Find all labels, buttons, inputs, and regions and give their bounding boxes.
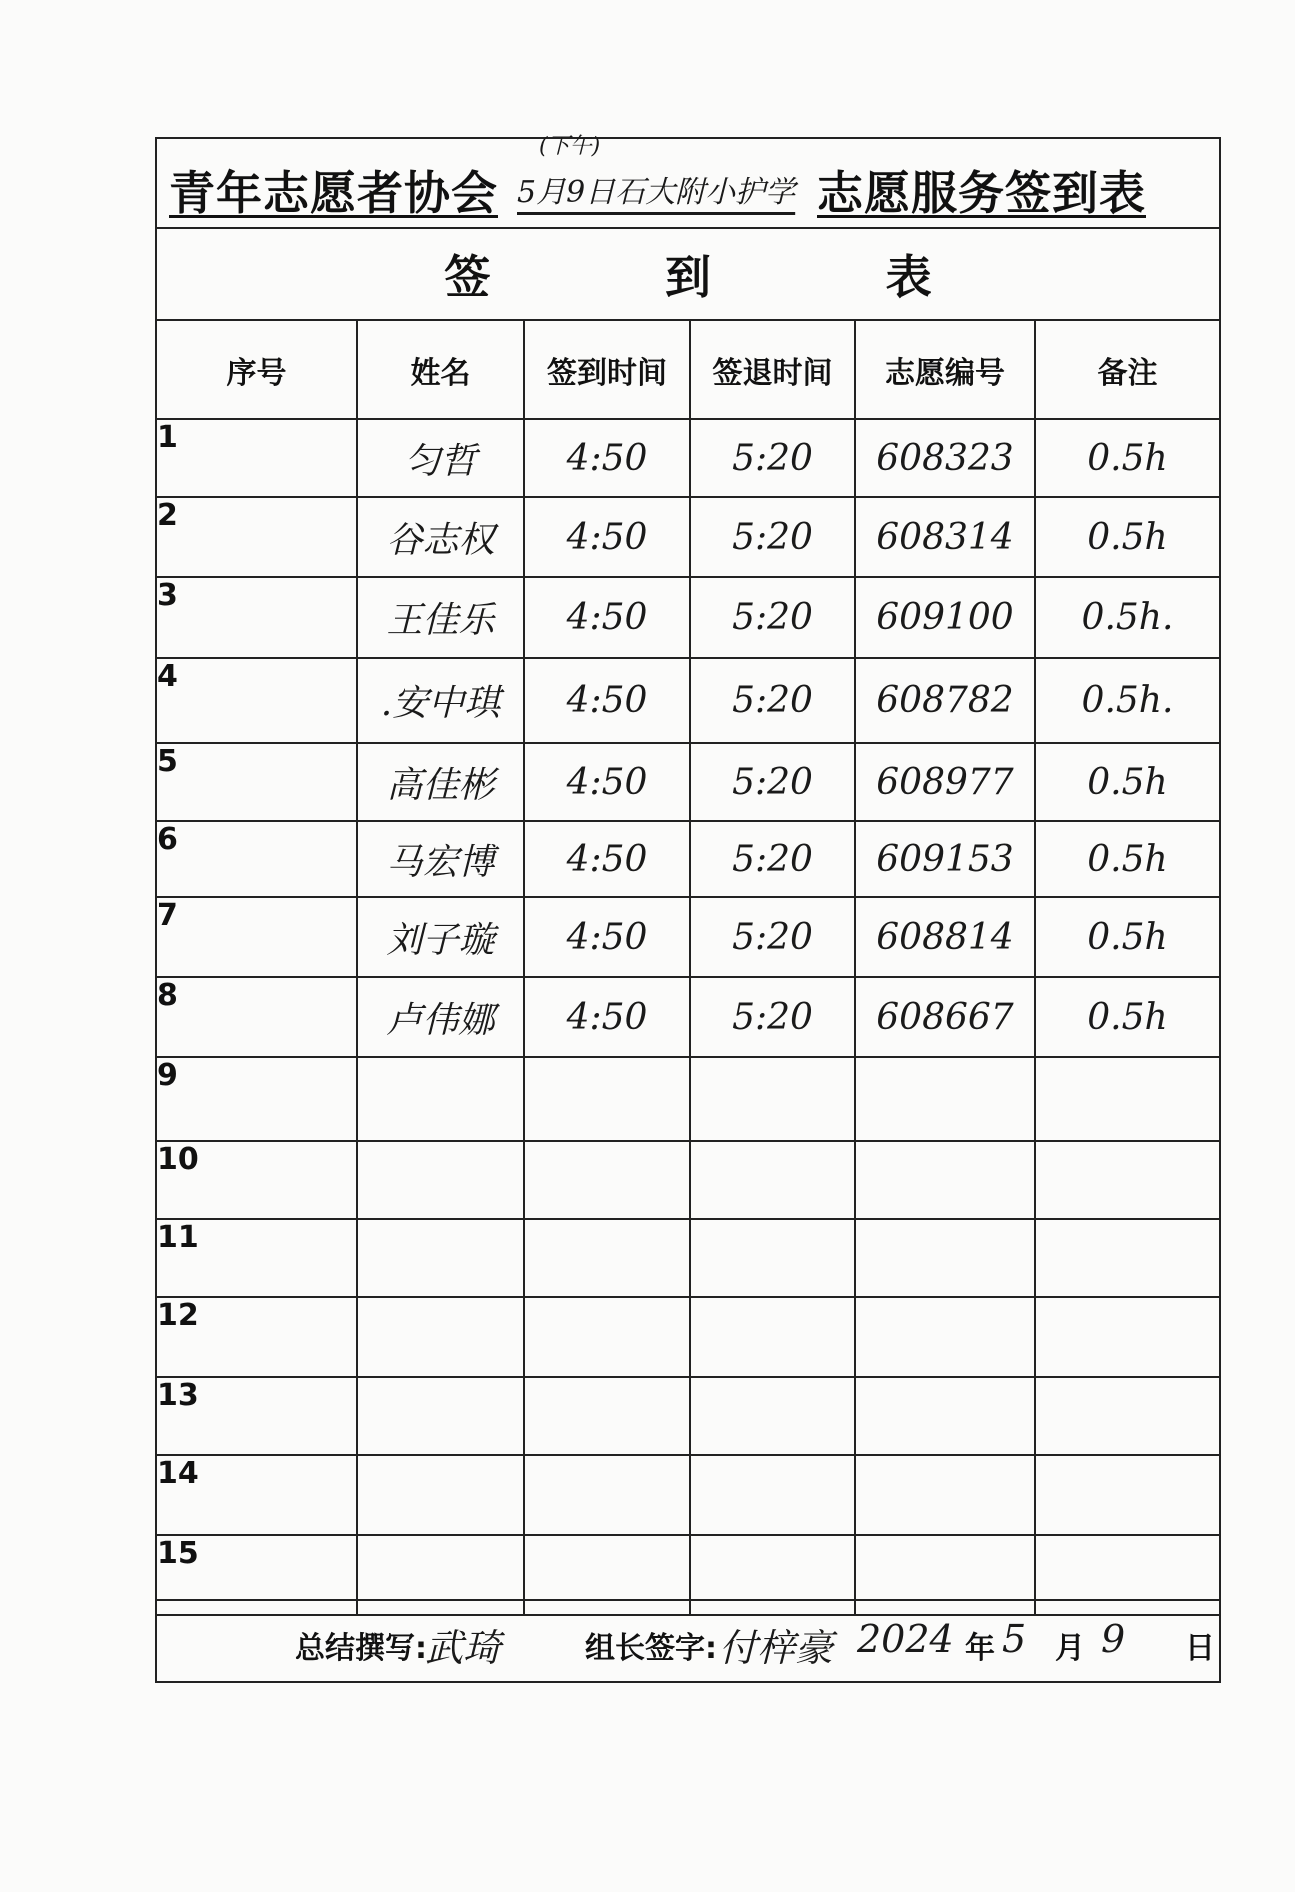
footer-row (157, 1599, 1219, 1681)
row-number-cell: 14 (157, 1455, 357, 1535)
volunteer-id-cell: 608667 (855, 977, 1035, 1057)
row-number-cell: 9 (157, 1057, 357, 1141)
volunteer-id-cell: 609100 (855, 577, 1035, 658)
remark-cell: 0.5h (1035, 743, 1219, 821)
row-number-cell: 1 (157, 419, 357, 497)
table-row (157, 1141, 1219, 1219)
date-year: 2024 (857, 1617, 954, 1661)
sign-out-time-cell: 5:20 (690, 977, 855, 1057)
column-header: 签退时间 (690, 321, 855, 419)
row-number-cell: 4 (157, 658, 357, 743)
date-month-label: 月 (1055, 1631, 1085, 1666)
volunteer-id-cell (855, 1219, 1035, 1297)
remark-cell: 0.5h (1035, 497, 1219, 577)
sign-in-time-cell: 4:50 (524, 577, 690, 658)
title-organization: 青年志愿者协会 (169, 166, 498, 220)
sign-in-time-cell (524, 1297, 690, 1377)
volunteer-name-cell (357, 1219, 524, 1297)
leader-signature: 付梓豪 (719, 1626, 834, 1670)
remark-cell (1035, 1141, 1219, 1219)
row-number-cell: 10 (157, 1141, 357, 1219)
row-number-cell: 13 (157, 1377, 357, 1455)
row-number-cell: 7 (157, 897, 357, 977)
summary-label: 总结撰写: (295, 1631, 427, 1666)
row-number-cell: 3 (157, 577, 357, 658)
table-row (157, 497, 1219, 577)
volunteer-name-cell: 谷志权 (357, 497, 524, 577)
sign-in-sheet (155, 134, 1221, 1683)
row-number-cell: 5 (157, 743, 357, 821)
remark-cell (1035, 1377, 1219, 1455)
title-form-name: 志愿服务签到表 (817, 166, 1146, 220)
table-row (157, 743, 1219, 821)
volunteer-id-cell: 608782 (855, 658, 1035, 743)
column-header: 序号 (157, 321, 357, 419)
table-row (157, 577, 1219, 658)
table-row (157, 897, 1219, 977)
title-handwritten-note: (下午) (539, 134, 601, 159)
volunteer-name-cell: 王佳乐 (357, 577, 524, 658)
volunteer-id-cell: 608323 (855, 419, 1035, 497)
row-number-cell: 2 (157, 497, 357, 577)
table-row (157, 419, 1219, 497)
subtitle-char: 签 (444, 250, 491, 304)
date-day-label: 日 (1185, 1631, 1215, 1666)
table-header-row (157, 321, 1219, 419)
volunteer-id-cell (855, 1455, 1035, 1535)
sign-in-time-cell (524, 1219, 690, 1297)
volunteer-name-cell (357, 1297, 524, 1377)
volunteer-id-cell: 608977 (855, 743, 1035, 821)
volunteer-name-cell: 刘子璇 (357, 897, 524, 977)
sign-in-time-cell: 4:50 (524, 897, 690, 977)
sign-in-time-cell: 4:50 (524, 821, 690, 897)
remark-cell (1035, 1455, 1219, 1535)
table-row (157, 977, 1219, 1057)
sign-in-time-cell: 4:50 (524, 977, 690, 1057)
volunteer-id-cell (855, 1377, 1035, 1455)
volunteer-id-cell (855, 1141, 1035, 1219)
volunteer-name-cell (357, 1141, 524, 1219)
remark-cell: 0.5h (1035, 821, 1219, 897)
table-row (157, 1455, 1219, 1535)
volunteer-id-cell (855, 1297, 1035, 1377)
attendance-table (157, 321, 1219, 1616)
date-year-label: 年 (965, 1631, 995, 1666)
table-row (157, 1057, 1219, 1141)
sign-in-time-cell (524, 1377, 690, 1455)
remark-cell: 0.5h (1035, 977, 1219, 1057)
row-number-cell: 12 (157, 1297, 357, 1377)
date-month: 5 (1002, 1617, 1027, 1661)
column-header: 备注 (1035, 321, 1219, 419)
table-body (157, 419, 1219, 1615)
sign-in-time-cell (524, 1455, 690, 1535)
sign-out-time-cell: 5:20 (690, 821, 855, 897)
sign-out-time-cell (690, 1377, 855, 1455)
subtitle-char: 到 (664, 250, 711, 304)
sign-out-time-cell: 5:20 (690, 743, 855, 821)
sign-out-time-cell (690, 1219, 855, 1297)
volunteer-name-cell (357, 1455, 524, 1535)
table-row (157, 1297, 1219, 1377)
table-row (157, 1219, 1219, 1297)
column-header: 志愿编号 (855, 321, 1035, 419)
summary-signature: 武琦 (425, 1626, 502, 1670)
volunteer-id-cell: 608814 (855, 897, 1035, 977)
column-header: 签到时间 (524, 321, 690, 419)
row-number-cell: 15 (157, 1535, 357, 1615)
volunteer-id-cell: 608314 (855, 497, 1035, 577)
sign-out-time-cell (690, 1141, 855, 1219)
volunteer-name-cell (357, 1057, 524, 1141)
subtitle-row (157, 229, 1219, 321)
row-number-cell: 8 (157, 977, 357, 1057)
subtitle-char: 表 (885, 250, 932, 304)
sign-in-time-cell: 4:50 (524, 497, 690, 577)
sign-in-time-cell (524, 1057, 690, 1141)
sign-out-time-cell (690, 1297, 855, 1377)
sign-out-time-cell: 5:20 (690, 658, 855, 743)
remark-cell: 0.5h (1035, 419, 1219, 497)
sign-out-time-cell: 5:20 (690, 577, 855, 658)
row-number-cell: 6 (157, 821, 357, 897)
title-row (157, 134, 1219, 229)
sign-in-time-cell: 4:50 (524, 419, 690, 497)
remark-cell (1035, 1057, 1219, 1141)
title-handwritten-event: 5月9日石大附小护学 (517, 175, 796, 210)
sign-out-time-cell: 5:20 (690, 419, 855, 497)
volunteer-name-cell: 马宏博 (357, 821, 524, 897)
volunteer-name-cell (357, 1377, 524, 1455)
remark-cell (1035, 1219, 1219, 1297)
leader-label: 组长签字: (585, 1631, 717, 1666)
date-day: 9 (1101, 1617, 1126, 1661)
sign-out-time-cell: 5:20 (690, 897, 855, 977)
volunteer-name-cell: 匀哲 (357, 419, 524, 497)
row-number-cell: 11 (157, 1219, 357, 1297)
sign-in-time-cell (524, 1141, 690, 1219)
sign-in-time-cell: 4:50 (524, 658, 690, 743)
volunteer-name-cell: 卢伟娜 (357, 977, 524, 1057)
remark-cell: 0.5h (1035, 897, 1219, 977)
column-header: 姓名 (357, 321, 524, 419)
remark-cell: 0.5h. (1035, 577, 1219, 658)
remark-cell (1035, 1297, 1219, 1377)
volunteer-name-cell: 高佳彬 (357, 743, 524, 821)
volunteer-id-cell (855, 1057, 1035, 1141)
sign-out-time-cell (690, 1057, 855, 1141)
table-row (157, 658, 1219, 743)
table-row (157, 821, 1219, 897)
sign-out-time-cell: 5:20 (690, 497, 855, 577)
volunteer-name-cell: .安中琪 (357, 658, 524, 743)
remark-cell: 0.5h. (1035, 658, 1219, 743)
volunteer-id-cell: 609153 (855, 821, 1035, 897)
sign-out-time-cell (690, 1455, 855, 1535)
table-row (157, 1377, 1219, 1455)
sign-in-time-cell: 4:50 (524, 743, 690, 821)
